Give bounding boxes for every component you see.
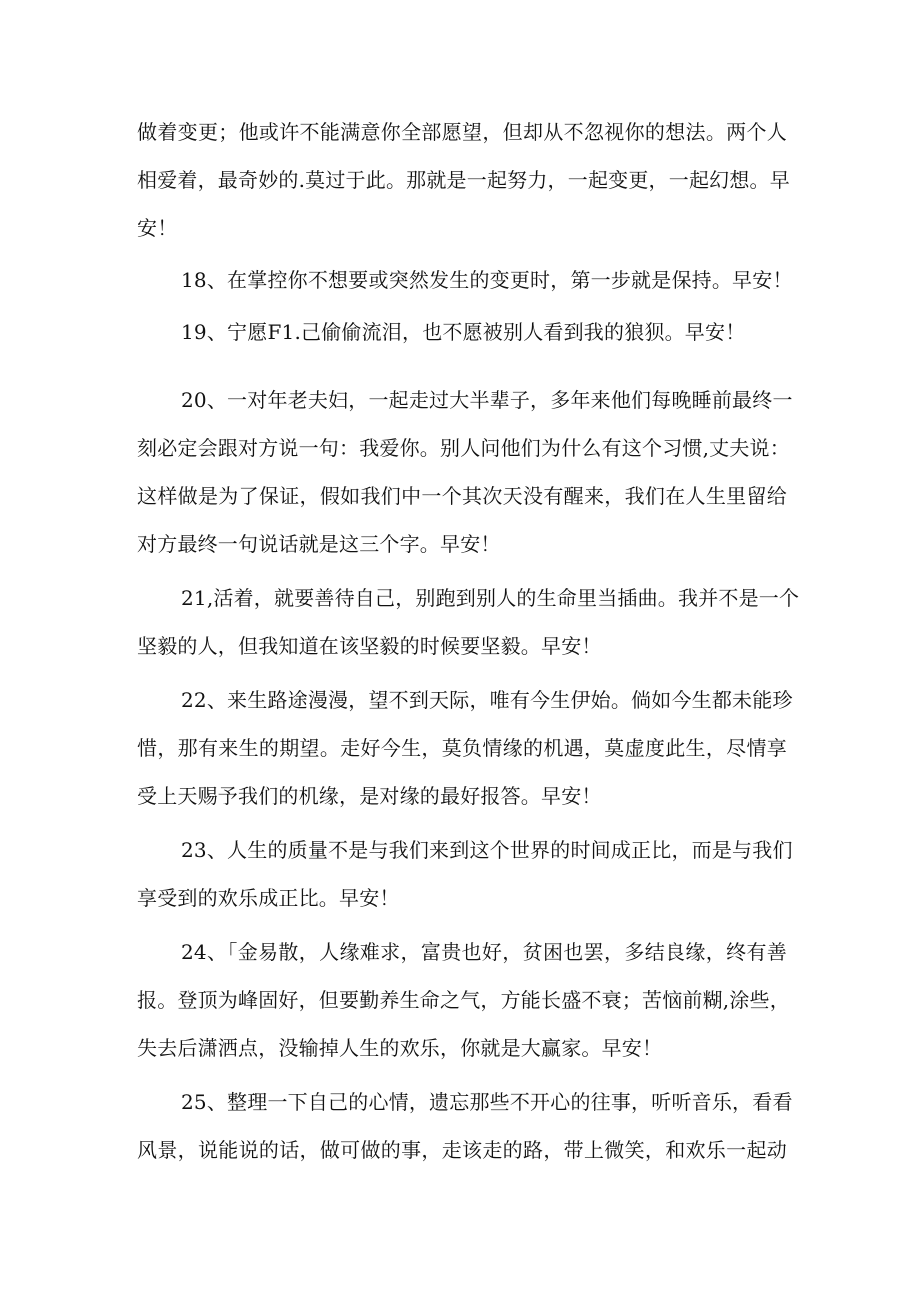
paragraph-19: 19、宁愿F1.己偷偷流泪，也不愿被别人看到我的狼狈。早安！ <box>181 320 746 344</box>
paragraph-25: 25、整理一下自己的心情，遗忘那些不开心的往事，听听音乐，看看 <box>181 1090 793 1114</box>
paragraph-18: 18、在掌控你不想要或突然发生的变更时，第一步就是保持。早安！ <box>181 268 793 292</box>
text-line: 失去后潇洒点，没输掉人生的欢乐，你就是大赢家。早安！ <box>137 1036 663 1060</box>
paragraph-23: 23、人生的质量不是与我们来到这个世界的时间成正比，而是与我们 <box>181 838 793 862</box>
text-line: 坚毅的人，但我知道在该坚毅的时候要坚毅。早安！ <box>137 634 602 658</box>
text-line: 做着变更；他或许不能满意你全部愿望，但却从不忽视你的想法。两个人 <box>137 120 787 144</box>
paragraph-20: 20、一对年老夫妇，一起走过大半辈子，多年来他们每晚睡前最终一 <box>181 388 793 412</box>
text-line: 相爱着，最奇妙的.莫过于此。那就是一起努力，一起变更，一起幻想。早 <box>137 168 790 192</box>
text-line: 惜，那有来生的期望。走好今生，莫负情缘的机遇，莫虚度此生，尽情享 <box>137 736 787 760</box>
text-line: 受上天赐予我们的机缘，是对缘的最好报答。早安！ <box>137 784 602 808</box>
text-line: 安！ <box>137 216 178 240</box>
text-line: 风景，说能说的话，做可做的事，走该走的路，带上微笑，和欢乐一起动 <box>137 1138 787 1162</box>
text-line: 享受到的欢乐成正比。早安！ <box>137 886 400 910</box>
text-line: 对方最终一句说话就是这三个字。早安！ <box>137 532 501 556</box>
document-body <box>137 108 800 1174</box>
paragraph-24: 24、「金易散，人缘难求，富贵也好，贫困也罢，多结良缘，终有善 <box>181 940 787 964</box>
text-line: 刻必定会跟对方说一句：我爱你。别人问他们为什么有这个习惯,丈夫说： <box>137 436 790 460</box>
paragraph-22: 22、来生路途漫漫，望不到天际，唯有今生伊始。倘如今生都未能珍 <box>181 688 793 712</box>
text-line: 报。登顶为峰固好，但要勤养生命之气，方能长盛不衰；苦恼前糊,涂些， <box>137 988 790 1012</box>
text-line: 这样做是为了保证，假如我们中一个其次天没有醒来，我们在人生里留给 <box>137 484 787 508</box>
paragraph-21: 21,活着，就要善待自己，别跑到别人的生命里当插曲。我并不是一个 <box>181 586 800 610</box>
